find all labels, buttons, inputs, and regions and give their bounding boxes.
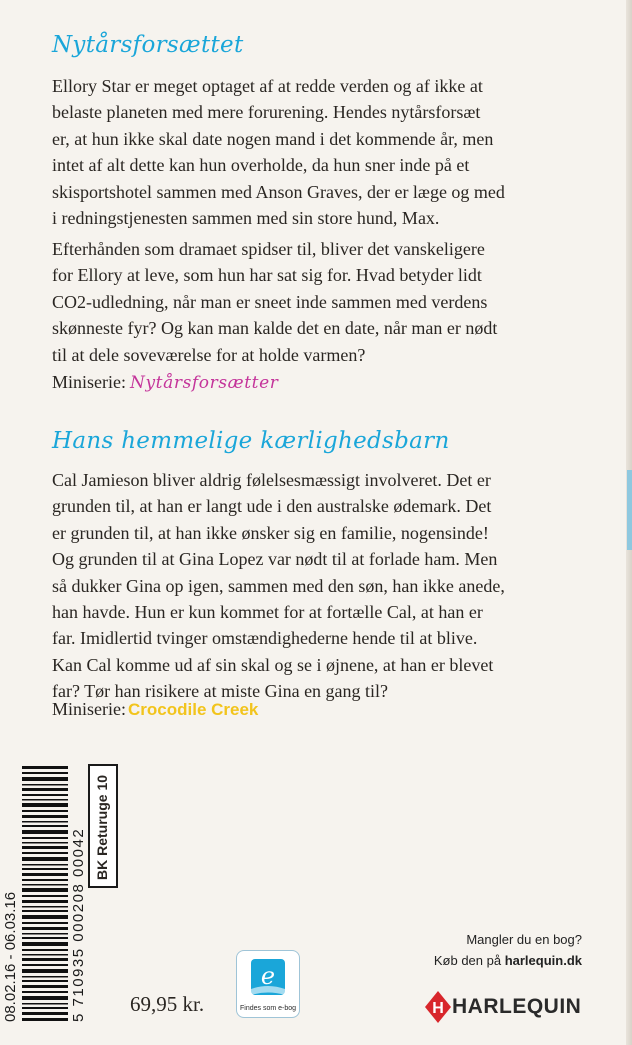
miniserie-label: Miniserie: [52, 372, 126, 392]
ebook-letter: e [260, 962, 276, 990]
price: 69,95 kr. [130, 992, 205, 1016]
harlequin-wordmark: HARLEQUIN [452, 995, 582, 1018]
harlequin-diamond-icon [424, 990, 452, 1024]
miniserie-name: Crocodile Creek [128, 700, 259, 719]
barcode [0, 764, 98, 1026]
harlequin-logo [424, 990, 594, 1024]
ebook-icon [249, 957, 287, 999]
promo-link: harlequin.dk [504, 953, 582, 968]
promo-prefix: Køb den på [433, 953, 505, 968]
miniserie-label: Miniserie: [52, 699, 126, 719]
story2-miniserie [52, 699, 258, 720]
story1-paragraph2: Efterhånden som dramaet spidser til, bliver det vanskeligere for Ellory at leve, som hun har sat sig for. Hvad betyder lidt CO2-udledning, når man er sneet inde sammen med verdens skønneste fyr? Og kan man kalde det en date, når man er nødt til at dele soveværelse for at holde varmen? [52, 239, 498, 365]
book-edge-tab [627, 470, 632, 550]
story1-paragraph1: Ellory Star er meget optaget af at redde verden og af ikke at belaste planeten med mere forurening. Hendes nytårsforsæt er, at hun ikke skal date nogen mand i det kommende år, men intet af alt dette kan hun overholde, da hun sner inde på et skisportshotel sammen med Anson Graves, der er læge og med i redningstjenesten sammen med sin store hund, Max. [52, 76, 505, 229]
harlequin-mark: H [432, 1000, 444, 1017]
bk-return-text: BK Returuge 10 [94, 774, 110, 880]
barcode-bars [22, 766, 68, 1022]
promo-line1: Mangler du en bog? [466, 932, 582, 947]
ebook-label: Findes som e-bog [239, 1005, 297, 1012]
story2-paragraph1: Cal Jamieson bliver aldrig følelsesmæssigt involveret. Det er grunden til, at han er langt ude i den australske ødemark. Det er grunden til, at han ikke ønsker sig en familie, nogensinde! Og grunden til at Gina Lopez var nødt til at forlade ham. Men så dukker Gina op igen, sammen med den søn, han ikke anede, han havde. Hun er kun kommet for at fortælle Cal, at han er far. Imidlertid tvinger omstændighederne hende til at blive. Kan Cal komme ud af sin skal og se i øjnene, at han er blevet far? Tør han risikere at miste Gina en gang til? [52, 470, 505, 702]
bk-return-stamp [88, 764, 118, 888]
story1-miniserie [52, 372, 279, 393]
barcode-number: 5 710935 000208 00042 [70, 827, 87, 1022]
barcode-dates: 08.02.16 - 06.03.16 [2, 891, 19, 1022]
promo-line2 [434, 953, 582, 968]
story1-title: Nytårsforsættet [52, 32, 244, 58]
miniserie-name: Nytårsforsætter [130, 373, 279, 393]
story2-title: Hans hemmelige kærlighedsbarn [52, 428, 450, 454]
ebook-badge [236, 950, 300, 1018]
